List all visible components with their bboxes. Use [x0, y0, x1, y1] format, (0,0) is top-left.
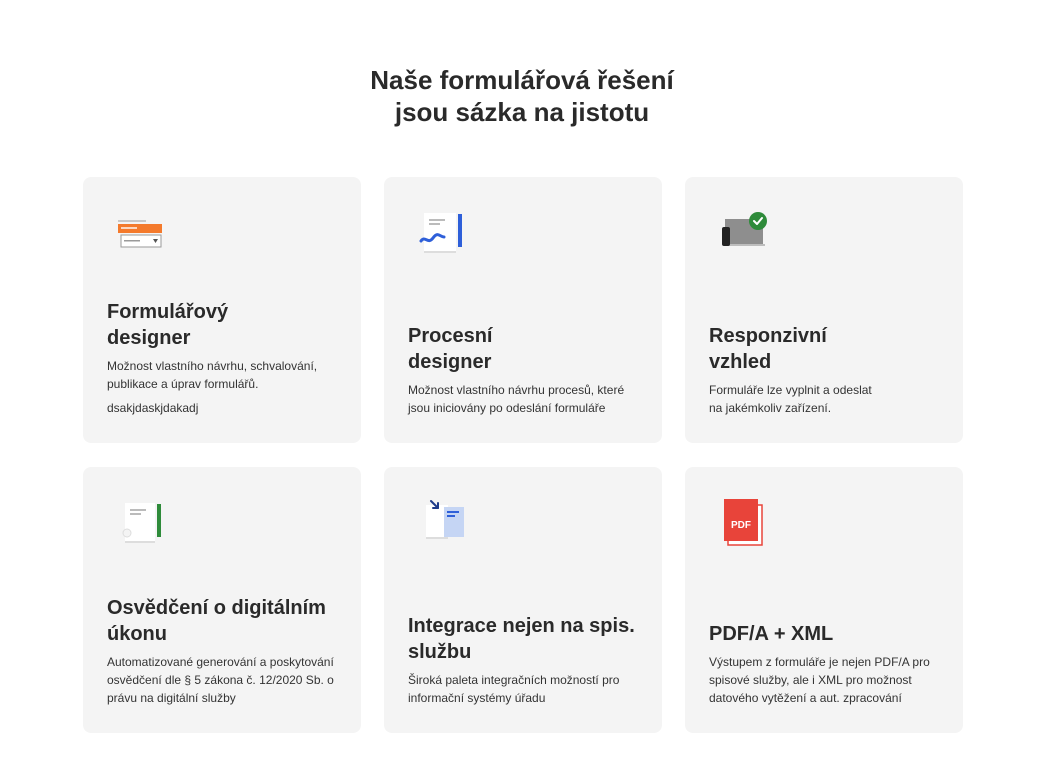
card-description: Formuláře lze vyplnit a odeslat na jakémkoliv zařízení.	[709, 383, 872, 415]
card-title: Responzivní vzhled	[709, 325, 827, 373]
features-grid	[83, 177, 963, 733]
pdf-icon-label: PDF	[731, 520, 751, 531]
feature-card-pdf-xml	[685, 467, 963, 733]
integration-document-icon	[412, 497, 472, 547]
section-heading-line-1: Naše formulářová řešení	[370, 65, 674, 95]
form-designer-icon	[111, 207, 171, 257]
card-description: Možnost vlastního návrhu procesů, které jsou iniciovány po odeslání formuláře	[408, 383, 625, 415]
card-title: Procesní designer	[408, 325, 493, 373]
card-title: Formulářový designer	[107, 301, 229, 349]
feature-card-integration	[384, 467, 662, 733]
certificate-document-icon	[111, 497, 171, 547]
feature-card-digital-certificate	[83, 467, 361, 733]
process-designer-icon	[412, 207, 472, 257]
card-description: Automatizované generování a poskytování osvědčení dle § 5 zákona č. 12/2020 Sb. o právu na digitální služby	[107, 655, 334, 705]
feature-card-responsive	[685, 177, 963, 443]
pdf-file-icon	[713, 497, 773, 547]
feature-card-process-designer	[384, 177, 662, 443]
card-title: PDF/A + XML	[709, 623, 834, 645]
feature-card-form-designer	[83, 177, 361, 443]
section-heading	[0, 64, 1044, 128]
card-title: Integrace nejen na spis. službu	[408, 615, 635, 663]
card-description: Možnost vlastního návrhu, schvalování, publikace a úprav formulářů.	[107, 359, 318, 391]
card-description: Široká paleta integračních možností pro informační systémy úřadu	[408, 673, 620, 705]
card-extra-text: dsakjdaskjdakadj	[107, 401, 199, 415]
section-heading-line-2: jsou sázka na jistotu	[394, 97, 650, 127]
responsive-device-icon	[713, 207, 773, 257]
card-title: Osvědčení o digitálním úkonu	[107, 597, 326, 645]
card-description: Výstupem z formuláře je nejen PDF/A pro spisové služby, ale i XML pro možnost datového vytěžení a aut. zpracování	[709, 655, 930, 705]
